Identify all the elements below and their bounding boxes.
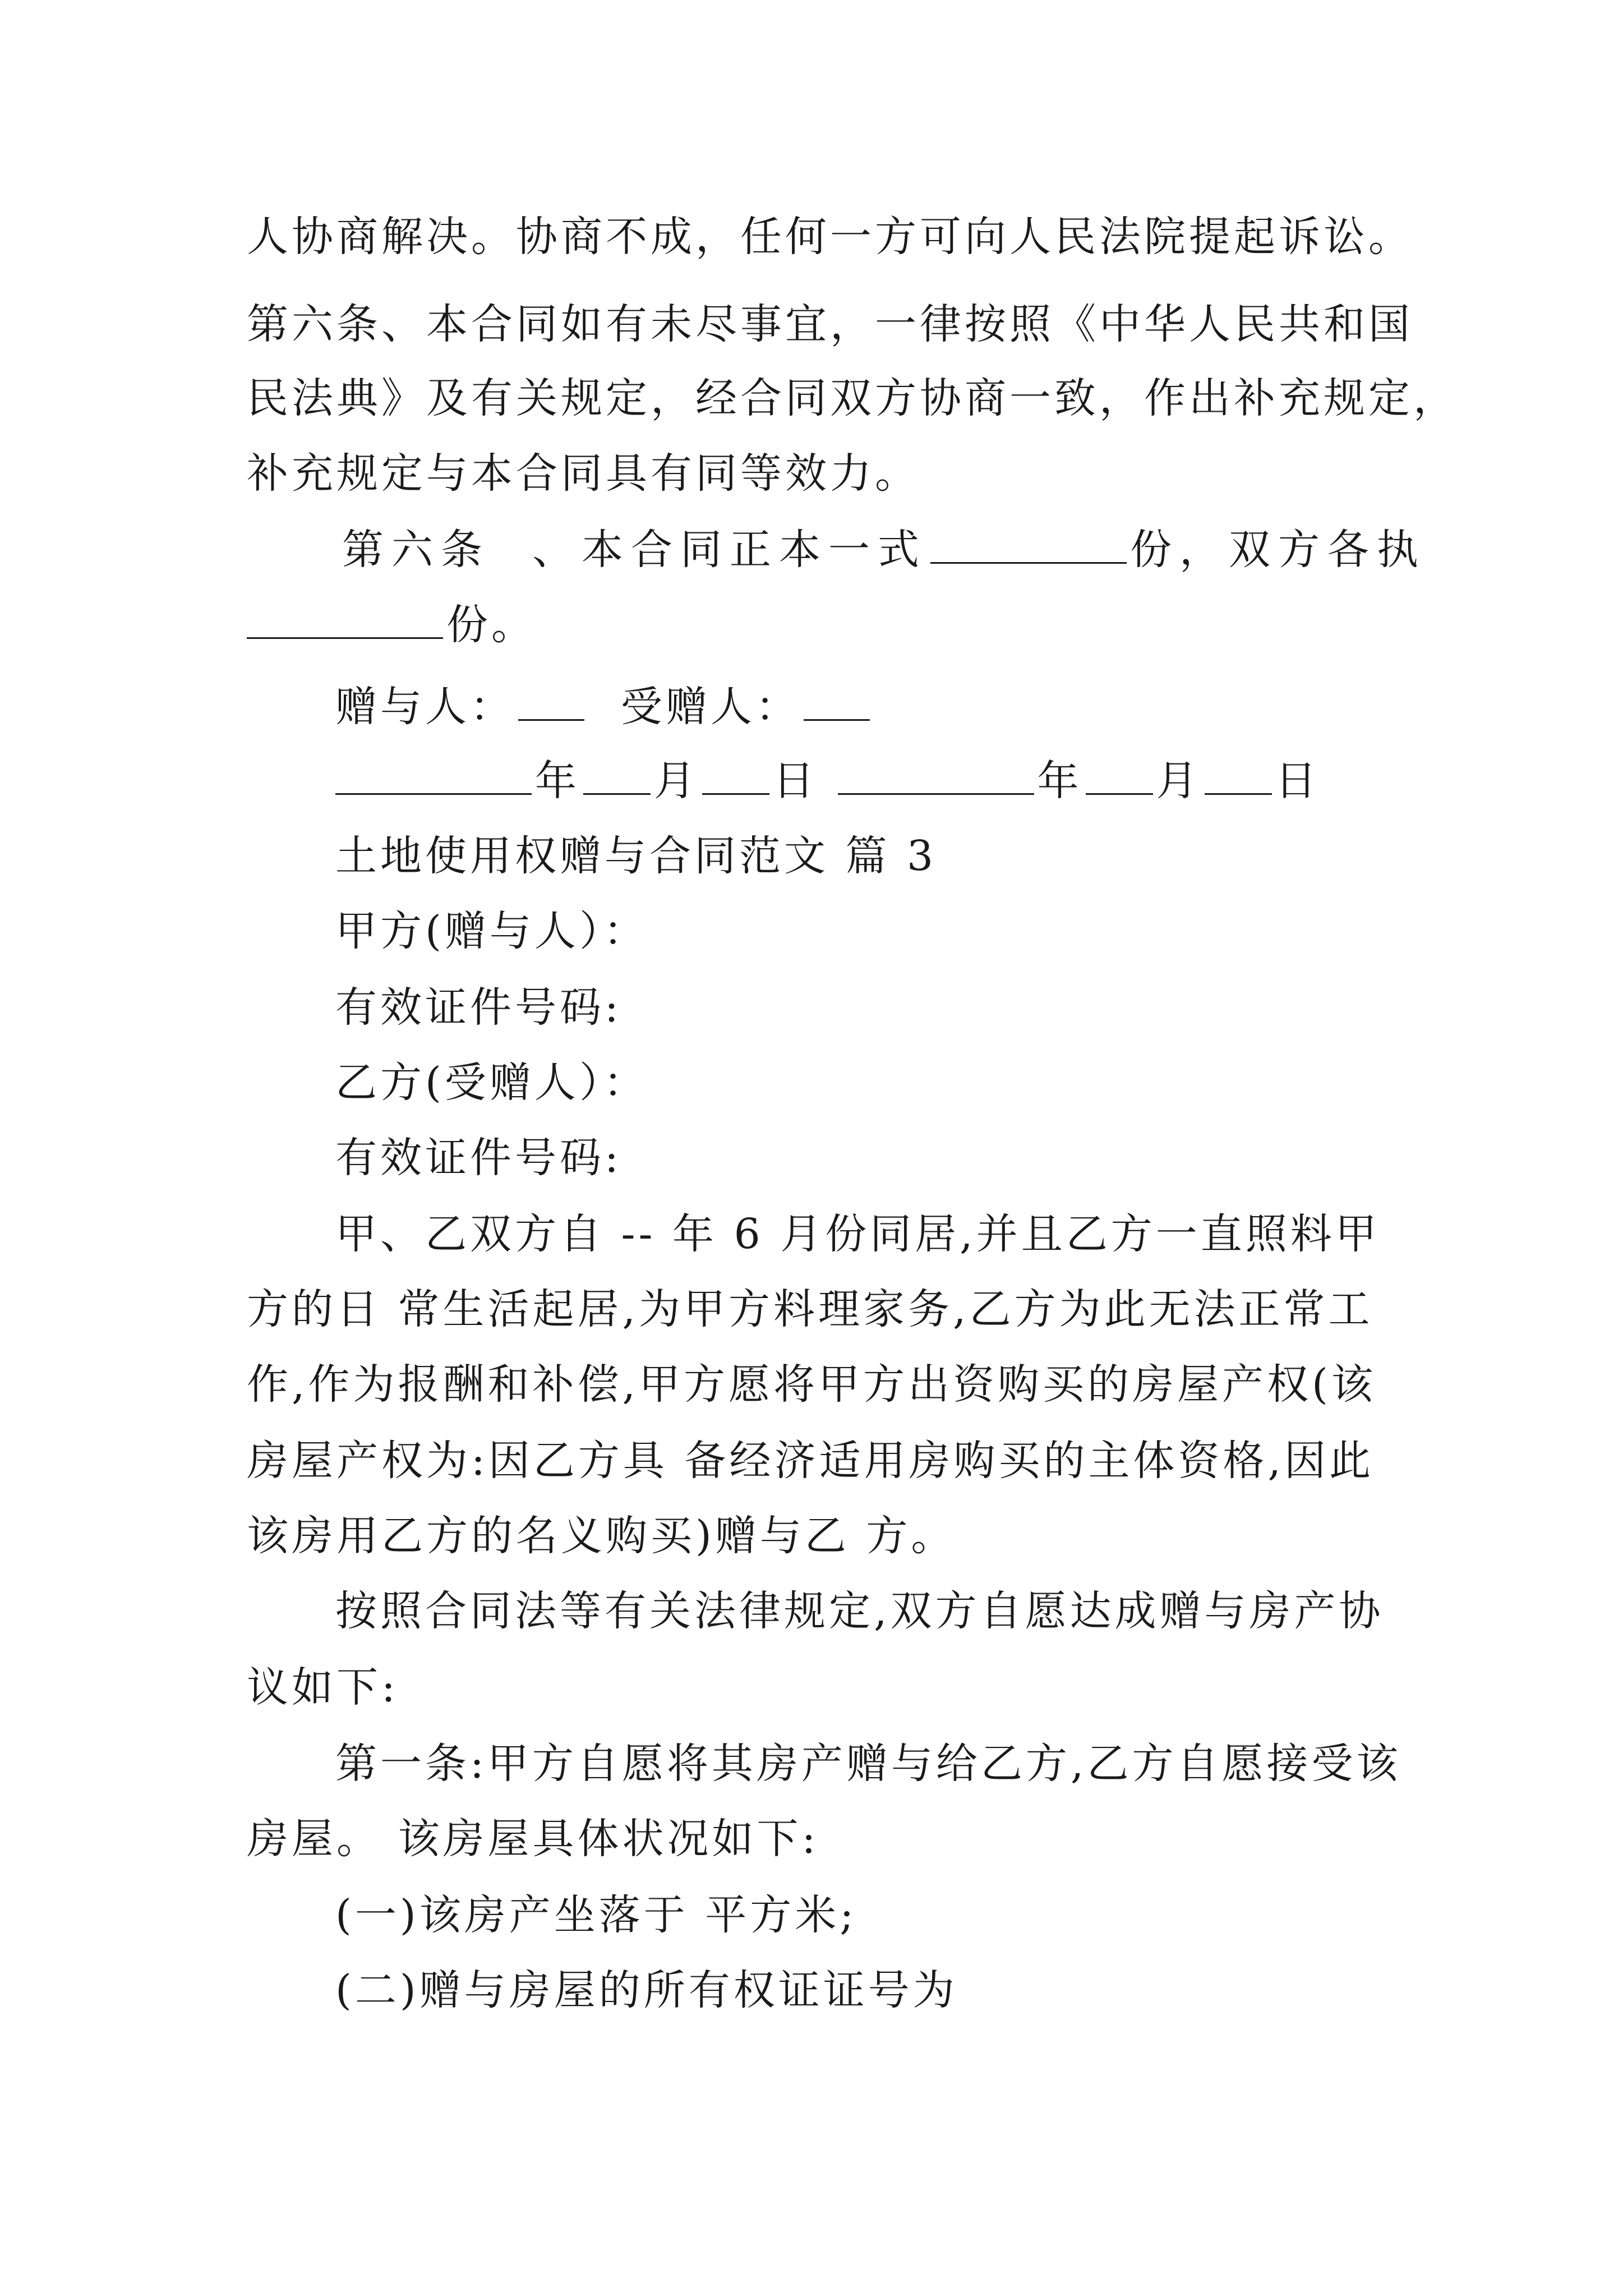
paragraph2-line-2: 议如下: xyxy=(247,1663,399,1711)
donee-label: 受赠人： xyxy=(621,683,801,731)
day-blank-2 xyxy=(1205,756,1272,795)
signature-line xyxy=(335,679,873,735)
copies-text-2: 份，双方各执 xyxy=(1130,526,1427,574)
month-blank-2 xyxy=(1086,756,1153,795)
paragraph2-line-1: 按照合同法等有关法律规定,双方自愿达成赠与房产协 xyxy=(335,1587,1384,1635)
donor-label: 赠与人： xyxy=(335,683,515,731)
copies-text-1: 第六条 、本合同正本一式 xyxy=(342,526,928,574)
month-label-1: 月 xyxy=(654,757,699,805)
date-line xyxy=(335,753,1320,809)
party-a-id-label: 有效证件号码: xyxy=(335,983,622,1032)
month-label-2: 月 xyxy=(1156,757,1201,805)
paragraph1-line-4: 房屋产权为:因乙方具 备经济适用房购买的主体资格,因此 xyxy=(247,1437,1374,1485)
year-label-2: 年 xyxy=(1037,757,1082,805)
paragraph3-line-1: 第一条:甲方自愿将其房产赠与给乙方,乙方自愿接受该 xyxy=(335,1740,1401,1788)
paragraph1-line-1: 甲、乙双方自 -- 年 6 月份同居,并且乙方一直照料甲 xyxy=(335,1210,1380,1258)
copies-line xyxy=(342,522,1426,578)
year-blank-1 xyxy=(335,756,532,795)
item-2: (二)赠与房屋的所有权证证号为 xyxy=(335,1966,958,2014)
day-label-2: 日 xyxy=(1275,757,1320,805)
party-b-label: 乙方(受赠人）： xyxy=(335,1059,648,1107)
month-blank-1 xyxy=(583,756,651,795)
donor-blank xyxy=(518,682,584,721)
paragraph1-line-2: 方的日 常生活起居,为甲方料理家务,乙方为此无法正常工 xyxy=(247,1285,1373,1333)
donee-blank xyxy=(804,682,870,721)
text-line-1: 人协商解决。协商不成，任何一方可向人民法院提起诉讼。 xyxy=(247,213,1413,261)
section-title: 土地使用权赠与合同范文 篇 3 xyxy=(335,832,937,880)
day-blank-1 xyxy=(702,756,769,795)
party-b-id-label: 有效证件号码: xyxy=(335,1134,622,1182)
year-blank-2 xyxy=(838,756,1034,795)
copies-count-blank xyxy=(930,525,1127,564)
text-line-4: 补充规定与本合同具有同等效力。 xyxy=(247,449,920,498)
party-a-label: 甲方(赠与人）： xyxy=(335,907,648,955)
each-party-blank xyxy=(247,600,443,639)
paragraph1-line-5: 该房用乙方的名义购买)赠与乙 方。 xyxy=(247,1512,956,1560)
paragraph3-line-2: 房屋。 该房屋具体状况如下: xyxy=(247,1815,819,1863)
item-1: (一)该房产坐落于 平方米; xyxy=(335,1891,857,1939)
copies-line-continued xyxy=(247,597,536,653)
text-line-3: 民法典》及有关规定，经合同双方协商一致，作出补充规定， xyxy=(247,374,1458,422)
copies-text-3: 份。 xyxy=(446,601,536,649)
year-label-1: 年 xyxy=(535,757,580,805)
paragraph1-line-3: 作,作为报酬和补偿,甲方愿将甲方出资购买的房屋产权(该 xyxy=(247,1360,1376,1409)
text-line-2: 第六条、本合同如有未尽事宜，一律按照《中华人民共和国 xyxy=(247,300,1413,348)
day-label-1: 日 xyxy=(773,757,818,805)
